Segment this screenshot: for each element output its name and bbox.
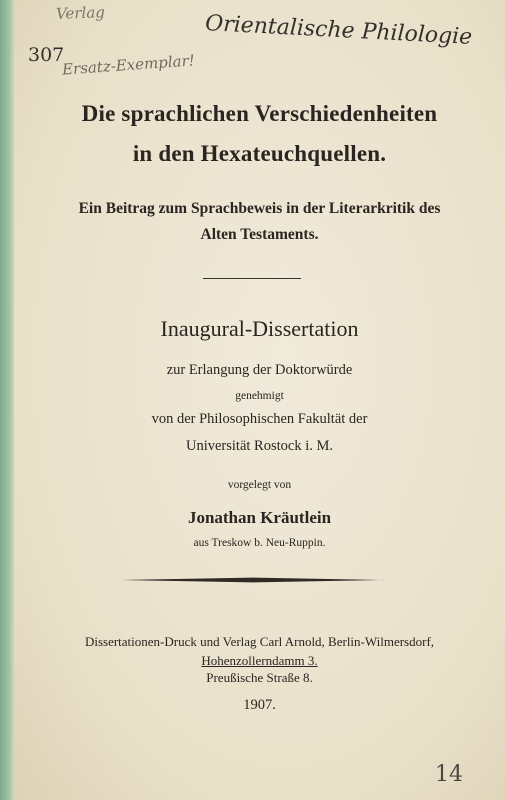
decorative-divider (120, 575, 385, 585)
book-title-line-2: in den Hexateuchquellen. (132, 141, 387, 166)
publisher-line-2 (14, 653, 505, 669)
dissertation-line-5: vorgelegt von (227, 479, 292, 491)
handwritten-call-number: 307 (28, 44, 65, 66)
dissertation-line-1: zur Erlangung der Doktorwürde (166, 362, 353, 378)
handwritten-subject-note: Orientalische Philologie (204, 11, 473, 50)
handwritten-page-mark: 14 (435, 762, 463, 787)
book-title-line-1: Die sprachlichen Verschiedenheiten (81, 101, 438, 126)
dissertation-heading: Inaugural-Dissertation (160, 316, 359, 341)
dissertation-line-4: Universität Rostock i. M. (185, 438, 333, 454)
publisher-address-1: Hohenzollerndamm 3. (201, 653, 318, 668)
subtitle-line-1: Ein Beitrag zum Sprachbeweis in der Literarkritik des (78, 200, 441, 217)
handwritten-replacement-note: Ersatz-Exemplar! (61, 51, 196, 79)
publication-year: 1907. (243, 697, 276, 713)
dissertation-line-2: genehmigt (235, 390, 284, 402)
publisher-line-1: Dissertationen-Druck und Verlag Carl Arnold, Berlin-Wilmersdorf, (84, 634, 435, 649)
subtitle-line-2: Alten Testaments. (200, 226, 319, 243)
author-origin: aus Treskow b. Neu-Ruppin. (193, 537, 326, 549)
handwritten-faint-note: Verlag (55, 3, 106, 23)
divider-short (203, 278, 301, 279)
author-name: Jonathan Kräutlein (187, 508, 332, 527)
dissertation-line-3: von der Philosophischen Fakultät der (151, 411, 368, 427)
green-binding-edge (0, 0, 14, 800)
publisher-line-3: Preußische Straße 8. (206, 670, 313, 685)
